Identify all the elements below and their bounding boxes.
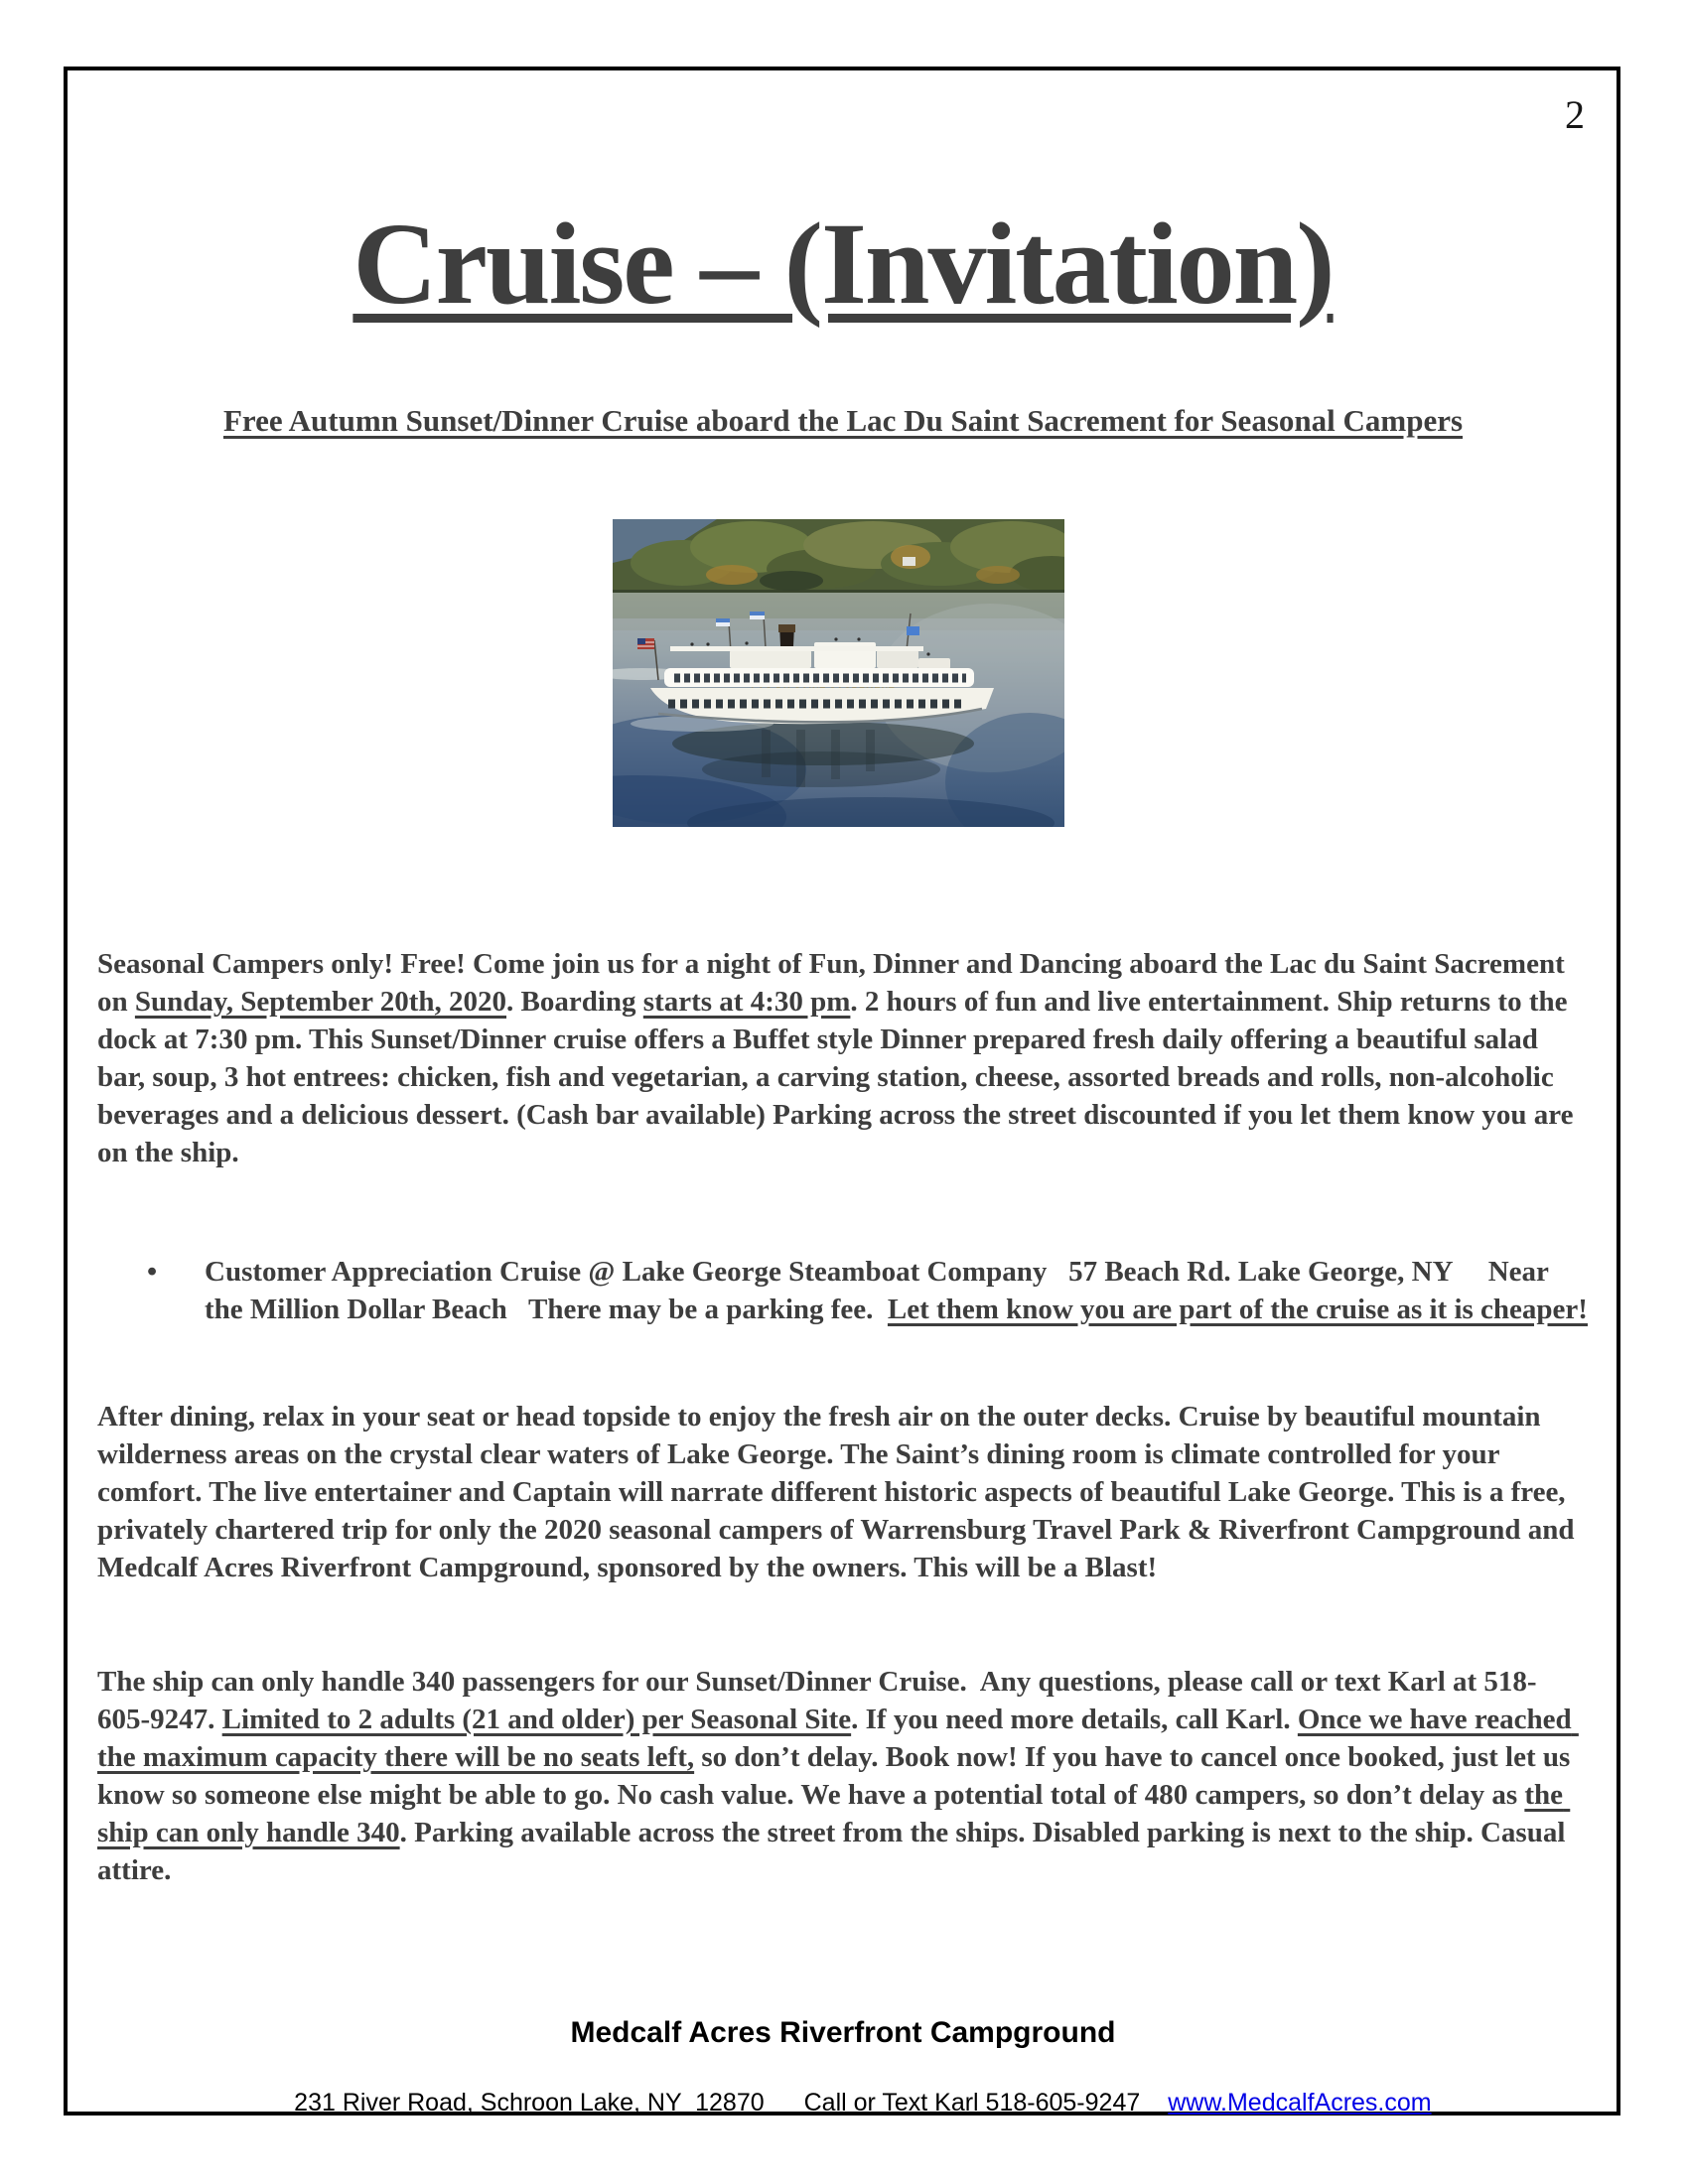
underlined-text-run: Sunday, September 20th, 2020: [134, 986, 507, 1018]
steamboat-photo: [613, 519, 1064, 827]
autumn-treeline: [613, 519, 1064, 593]
underlined-text-run: starts at 4:30 pm: [642, 986, 851, 1018]
bullet-text: [205, 1253, 1589, 1328]
footer-contact: Call or Text Karl 518-605-9247: [803, 2089, 1141, 2116]
footer-address: 231 River Road, Schroon Lake, NY 12870: [294, 2089, 765, 2116]
steamboat-photo-illustration: [613, 519, 1064, 827]
paragraph-cruise-experience: [97, 1398, 1589, 1586]
lakeside-house: [903, 557, 915, 566]
page-number: 2: [1565, 92, 1585, 137]
footer-website-link[interactable]: www.MedcalfAcres.com: [1168, 2089, 1432, 2116]
underlined-text-run: the ship can only handle 340: [97, 1779, 1571, 1848]
underlined-text-run: Limited to 2 adults (21 and older) per Seasonal Site: [221, 1704, 852, 1735]
text-run: so don’t delay. Book now! If you have to cancel once booked, just let us know so someone else might be able to go. No cash value. We have a potential total of 480 campers, so don’t delay as: [97, 1741, 1578, 1811]
page-footer: [65, 2015, 1621, 2150]
footer-organization: Medcalf Acres Riverfront Campground: [570, 2016, 1116, 2049]
text-run: . 2 hours of fun and live entertainment. Ship returns to the dock at 7:30 pm. This Sunset/Dinner cruise offers a Buffet style Dinner prepared fresh daily offering a beautiful salad bar, soup, 3 hot entrees: chicken, fish and vegetarian, a carving station, cheese, assorted breads and rolls, non-alcoholic beverages and a delicious dessert. (Cash bar available) Parking across the street discounted if you let them know you are on the ship.: [97, 986, 1581, 1168]
bullet-item: [147, 1253, 1589, 1328]
document-subtitle: Free Autumn Sunset/Dinner Cruise aboard the Lac Du Saint Sacrement for Seasonal Campers: [222, 403, 1464, 438]
text-run: . Parking available across the street from the ships. Disabled parking is next to the ship. Casual attire.: [97, 1817, 1573, 1886]
text-run: After dining, relax in your seat or head topside to enjoy the fresh air on the outer decks. Cruise by beautiful mountain wilderness areas on the crystal clear waters of Lake George. The Saint’s dining room is climate controlled for your comfort. The live entertainer and Captain will narrate different historic aspects of beautiful Lake George. This is a free, privately chartered trip for only the 2020 seasonal campers of Warrensburg Travel Park & Riverfront Campground and Medcalf Acres Riverfront Campground, sponsored by the owners. This will be a Blast!: [97, 1401, 1582, 1583]
text-run: Customer Appreciation Cruise @ Lake George Steamboat Company 57 Beach Rd. Lake George, NY Near the Million Dollar Beach There may be a parking fee.: [205, 1256, 1556, 1325]
text-run: Seasonal Campers only! Free! Come join us for a night of Fun, Dinner and Dancing aboard the Lac du Saint Sacrement on: [97, 948, 1572, 1018]
bullet-marker: •: [147, 1256, 158, 1288]
paragraph-booking-details: [97, 1663, 1589, 1889]
underlined-text-run: Once we have reached the maximum capacity there will be no seats left,: [97, 1704, 1579, 1773]
text-run: The ship can only handle 340 passengers for our Sunset/Dinner Cruise. Any questions, please call or text Karl at 518-605-9247.: [97, 1666, 1537, 1735]
underlined-text-run: Let them know you are part of the cruise as it is cheaper!: [887, 1294, 1588, 1325]
document-title: Cruise – (Invitation): [352, 199, 1334, 329]
text-run: . If you need more details, call Karl.: [851, 1704, 1298, 1735]
text-run: . Boarding: [506, 986, 643, 1018]
footer-contact-line: [65, 2055, 1621, 2150]
paragraph-intro: [97, 945, 1589, 1171]
